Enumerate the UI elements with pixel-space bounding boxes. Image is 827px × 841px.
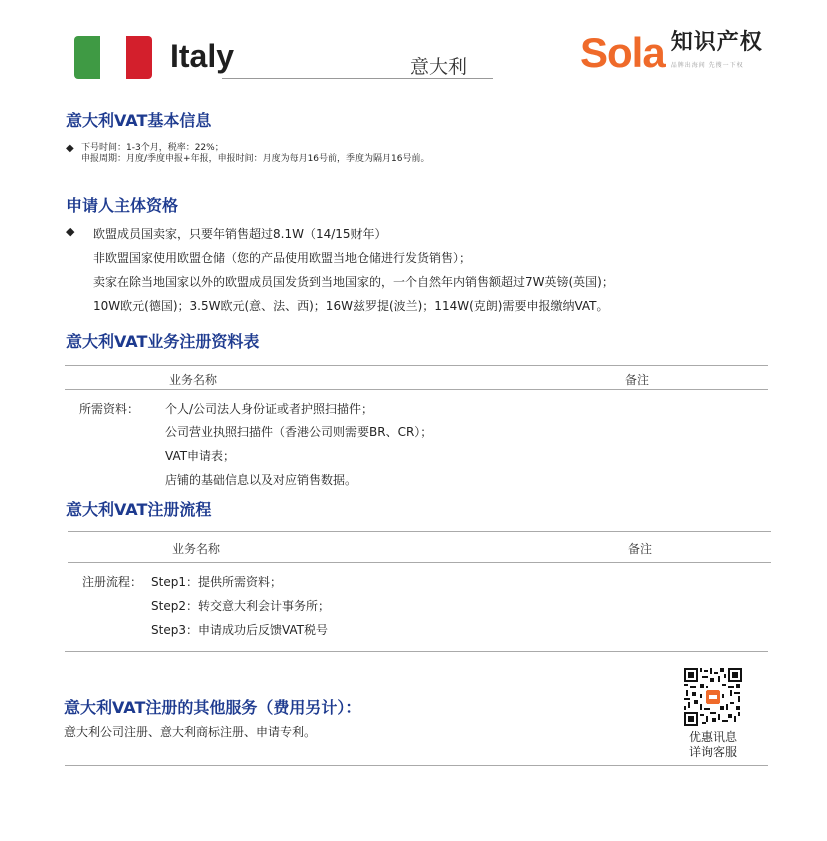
eligibility-line-3: 卖家在除当地国家以外的欧盟成员国发货到当地国家的，一个自然年内销售额超过7W英镑(英国)； [93, 275, 614, 289]
eligibility-heading: 申请人主体资格 [66, 196, 179, 215]
materials-row-label: 所需资料： [79, 402, 140, 416]
process-step-3: Step3：申请成功后反馈VAT税号 [151, 623, 329, 637]
other-services-text: 意大利公司注册、意大利商标注册、申请专利。 [64, 725, 317, 739]
materials-table-header-border [65, 389, 768, 390]
qr-caption [676, 730, 750, 760]
basic-info-line-1: 下号时间：1-3个月，税率：22%； [81, 143, 224, 153]
eligibility-line-4: 10W欧元(德国)；3.5W欧元(意、法、西)；16W兹罗提(波兰)；114W(克朗)需要申报缴纳VAT。 [93, 299, 609, 313]
eligibility-line-1: 欧盟成员国卖家，只要年销售超过8.1W（14/15财年） [93, 227, 387, 241]
country-title-en: Italy [170, 38, 235, 74]
basic-bullet-icon: ◆ [66, 143, 74, 154]
country-title-cn: 意大利 [410, 56, 468, 78]
logo-brand: Sola [580, 29, 665, 76]
logo-cn-text: 知识产权 [670, 30, 763, 55]
materials-item-1: 个人/公司法人身份证或者护照扫描件； [165, 402, 374, 416]
eligibility-bullet-icon: ◆ [66, 225, 75, 238]
process-table-bottom-border [65, 651, 768, 652]
materials-col-name: 业务名称 [169, 373, 218, 387]
italy-flag-icon [74, 36, 152, 79]
process-row-label: 注册流程： [82, 575, 143, 589]
materials-col-note: 备注 [625, 373, 650, 387]
process-col-note: 备注 [628, 542, 653, 556]
flag-red-stripe [126, 36, 152, 79]
process-step-2: Step2：转交意大利会计事务所； [151, 599, 330, 613]
materials-item-4: 店铺的基础信息以及对应销售数据。 [165, 473, 358, 487]
process-table-top-border [68, 531, 771, 532]
flag-white-stripe [100, 36, 126, 79]
process-step-1: Step1：提供所需资料； [151, 575, 282, 589]
basic-info-line-2: 申报周期：月度/季度申报+年报，申报时间：月度为每月16号前，季度为隔月16号前。 [81, 154, 430, 164]
materials-table-top-border [65, 365, 768, 366]
process-table-header-border [68, 562, 771, 563]
materials-item-3: VAT申请表； [165, 449, 236, 463]
materials-item-2: 公司营业执照扫描件（香港公司则需要BR、CR）； [165, 425, 433, 439]
process-heading: 意大利VAT注册流程 [66, 500, 212, 519]
logo-slogan: 品牌出海间 先搜一下权 [670, 62, 744, 69]
footer-border [65, 765, 768, 766]
qr-code-icon [684, 668, 742, 726]
sola-logo [580, 30, 763, 76]
other-services-heading: 意大利VAT注册的其他服务（费用另计）： [64, 698, 362, 717]
qr-caption-line-1: 优惠讯息 [688, 730, 737, 744]
eligibility-line-2: 非欧盟国家使用欧盟仓储（您的产品使用欧盟当地仓储进行发货销售）； [93, 251, 472, 265]
process-col-name: 业务名称 [172, 542, 221, 556]
basic-info-heading: 意大利VAT基本信息 [66, 111, 212, 130]
materials-heading: 意大利VAT业务注册资料表 [66, 332, 260, 351]
flag-green-stripe [74, 36, 100, 79]
qr-caption-line-2: 详询客服 [688, 745, 737, 759]
